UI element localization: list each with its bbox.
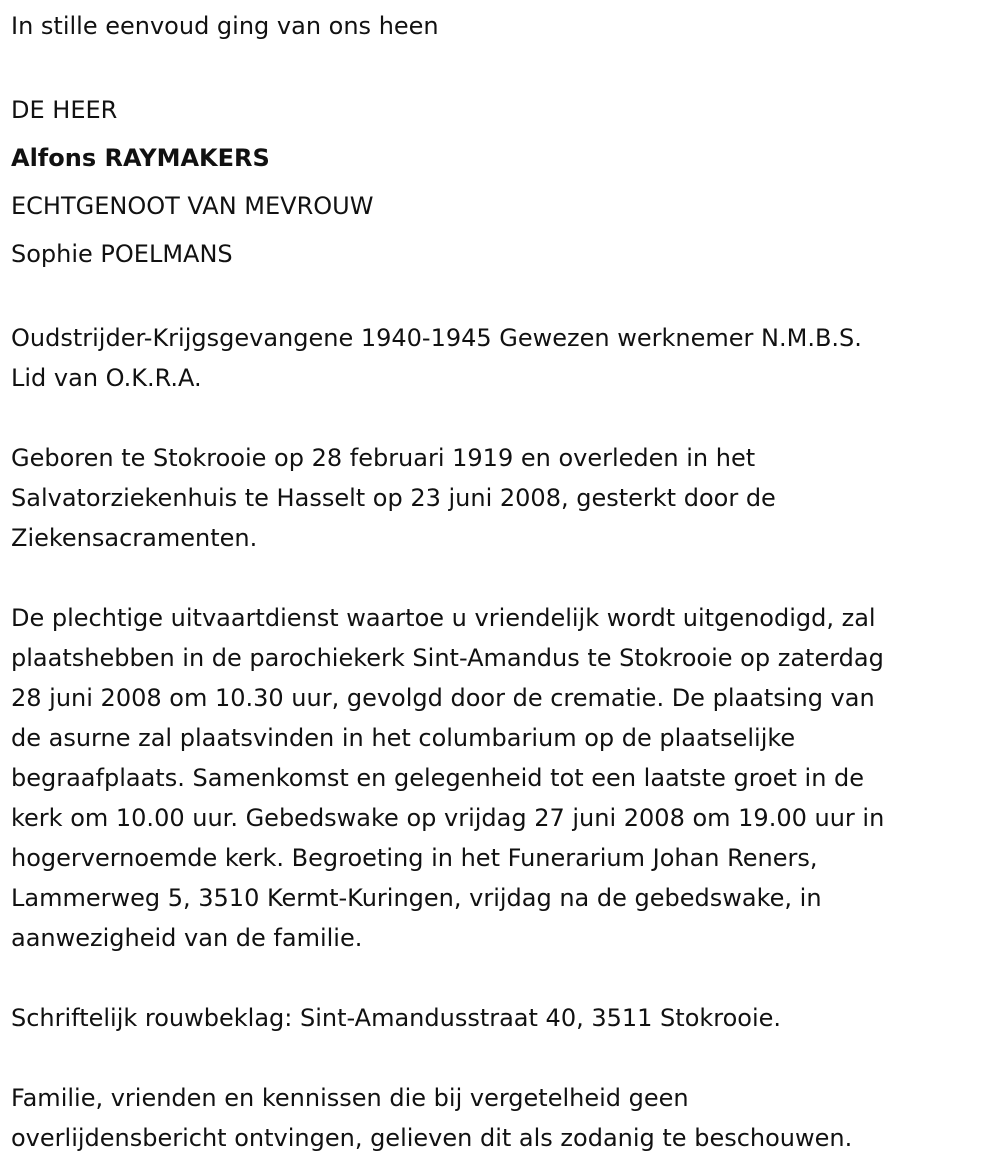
condolence-address: Schriftelijk rouwbeklag: Sint-Amandusstraat 40, 3511 Stokrooie. (11, 1004, 782, 1032)
paragraph-line: De plechtige uitvaartdienst waartoe u vriendelijk wordt uitgenodigd, zal (11, 604, 876, 632)
paragraph-line: Lammerweg 5, 3510 Kermt-Kuringen, vrijdag na de gebedswake, in (11, 884, 822, 912)
paragraph-line: de asurne zal plaatsvinden in het columbarium op de plaatselijke (11, 724, 796, 752)
funeral-paragraph (11, 598, 988, 958)
paragraph-line: plaatshebben in de parochiekerk Sint-Amandus te Stokrooie op zaterdag (11, 644, 884, 672)
paragraph-line: Familie, vrienden en kennissen die bij vergetelheid geen (11, 1084, 689, 1112)
paragraph-line: overlijdensbericht ontvingen, gelieven dit als zodanig te beschouwen. (11, 1124, 853, 1152)
paragraph-line: aanwezigheid van de familie. (11, 924, 363, 952)
deceased-name: Alfons RAYMAKERS (11, 144, 270, 172)
intro-text: In stille eenvoud ging van ons heen (11, 12, 439, 40)
paragraph-line: begraafplaats. Samenkomst en gelegenheid tot een laatste groet in de (11, 764, 865, 792)
spouse-name: Sophie POELMANS (11, 240, 233, 268)
closing-paragraph (11, 1078, 988, 1158)
relation-text: ECHTGENOOT VAN MEVROUW (11, 192, 374, 220)
paragraph-line: Geboren te Stokrooie op 28 februari 1919 en overleden in het (11, 444, 756, 472)
paragraph-line: hogervernoemde kerk. Begroeting in het Funerarium Johan Reners, (11, 844, 818, 872)
honors-line: Lid van O.K.R.A. (11, 364, 202, 392)
birth-death-paragraph (11, 438, 988, 558)
title-text: DE HEER (11, 96, 118, 124)
paragraph-line: Salvatorziekenhuis te Hasselt op 23 juni 2008, gesterkt door de (11, 484, 776, 512)
paragraph-line: 28 juni 2008 om 10.30 uur, gevolgd door de crematie. De plaatsing van (11, 684, 875, 712)
honors-line: Oudstrijder-Krijgsgevangene 1940-1945 Gewezen werknemer N.M.B.S. (11, 324, 862, 352)
paragraph-line: Ziekensacramenten. (11, 524, 258, 552)
paragraph-line: kerk om 10.00 uur. Gebedswake op vrijdag 27 juni 2008 om 19.00 uur in (11, 804, 885, 832)
